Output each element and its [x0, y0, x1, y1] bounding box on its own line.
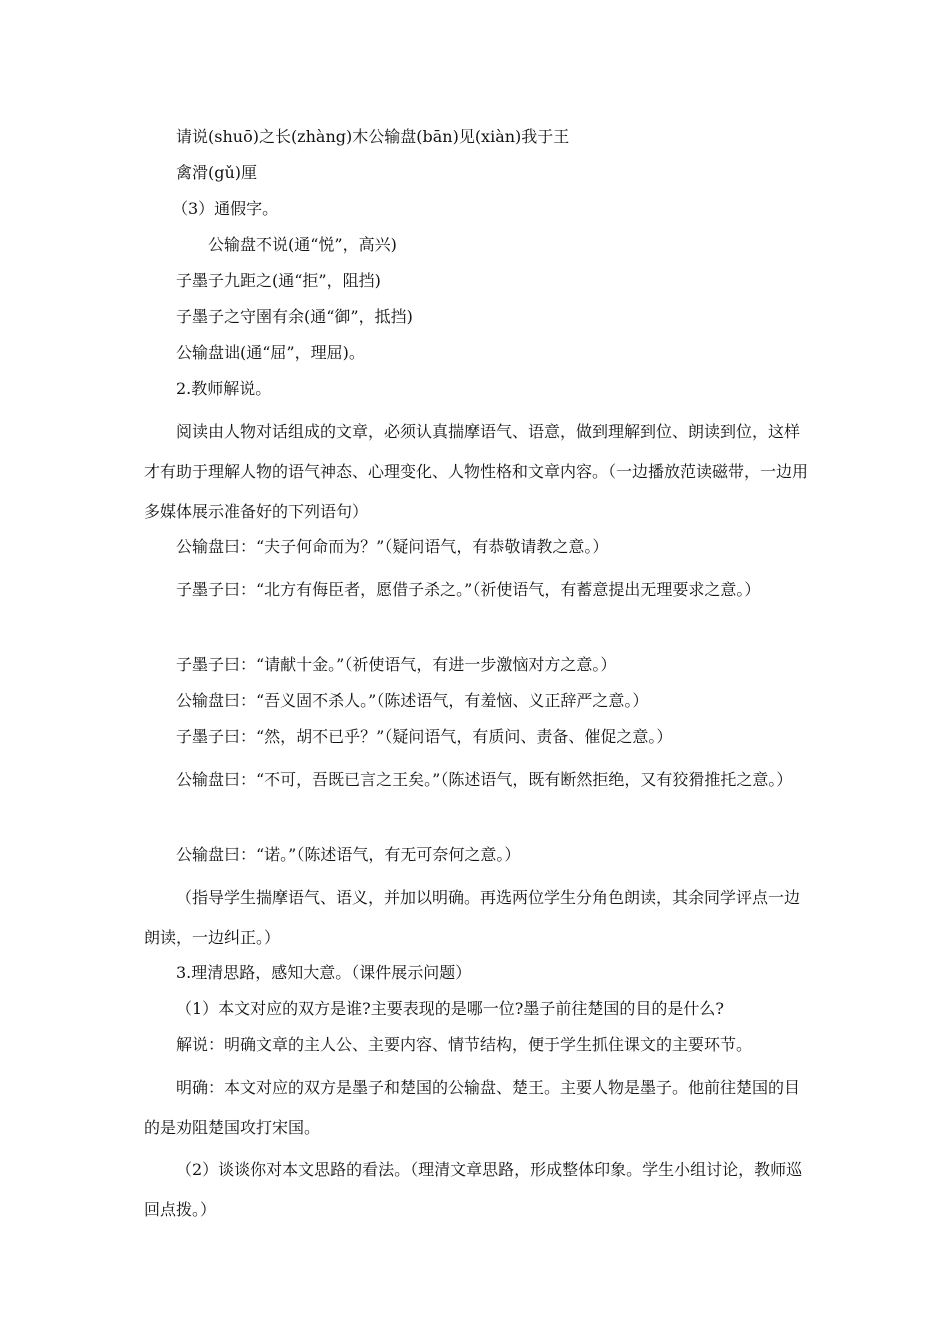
dialogue-line-7: 公输盘曰：“诺。”（陈述语气，有无可奈何之意。）: [176, 845, 521, 864]
pinyin-line-2: 禽滑(gǔ)厘: [176, 163, 258, 182]
teacher-explanation-paragraph: 阅读由人物对话组成的文章，必须认真揣摩语气、语意，做到理解到位、朗读到位，这样才有助于理解人物的语气神态、心理变化、人物性格和文章内容。（一边播放范读磁带，一边用多媒体展示准备好的下列语句）: [144, 422, 809, 521]
tongjiazi-item-2: 子墨子九距之(通“拒”，阻挡): [176, 271, 381, 290]
guidance-paragraph: （指导学生揣摩语气、语义，并加以明确。再选两位学生分角色朗读，其余同学评点一边朗读，一边纠正。）: [144, 888, 801, 947]
answer-paragraph: 明确：本文对应的双方是墨子和楚国的公输盘、楚王。主要人物是墨子。他前往楚国的目的是劝阻楚国攻打宋国。: [144, 1078, 801, 1137]
explanation-line: 解说：明确文章的主人公、主要内容、情节结构，便于学生抓住课文的主要环节。: [176, 1035, 753, 1054]
dialogue-line-1: 公输盘曰：“夫子何命而为？”（疑问语气，有恭敬请教之意。）: [176, 537, 609, 556]
dialogue-line-3: 子墨子曰：“请献十金。”（祈使语气，有进一步激恼对方之意。）: [176, 655, 617, 674]
dialogue-line-5: 子墨子曰：“然，胡不已乎？”（疑问语气，有质问、责备、催促之意。）: [176, 727, 673, 746]
section-heading-teacher: 2.教师解说。: [176, 379, 272, 398]
section-heading-tongjiazi: （3）通假字。: [172, 199, 279, 218]
dialogue-line-4: 公输盘曰：“吾义固不杀人。”（陈述语气，有羞恼、义正辞严之意。）: [176, 691, 649, 710]
question-1: （1）本文对应的双方是谁?主要表现的是哪一位?墨子前往楚国的目的是什么?: [176, 999, 724, 1018]
dialogue-line-6: 公输盘曰：“不可，吾既已言之王矣。”（陈述语气，既有断然拒绝，又有狡猾推托之意。）: [176, 770, 793, 789]
section-heading-outline: 3.理清思路，感知大意。（课件展示问题）: [176, 963, 472, 982]
pinyin-line-1: 请说(shuō)之长(zhàng)木公输盘(bān)见(xiàn)我于王: [176, 127, 570, 146]
dialogue-line-2: 子墨子曰：“北方有侮臣者，愿借子杀之。”（祈使语气，有蓄意提出无理要求之意。）: [176, 580, 761, 599]
tongjiazi-item-3: 子墨子之守圉有余(通“御”，抵挡): [176, 307, 413, 326]
tongjiazi-item-4: 公输盘诎(通“屈”，理屈)。: [176, 343, 365, 362]
question-2: （2）谈谈你对本文思路的看法。（理清文章思路，形成整体印象。学生小组讨论，教师巡回点拨。）: [144, 1160, 803, 1219]
tongjiazi-item-1: 公输盘不说(通“悦”，高兴): [208, 235, 397, 254]
